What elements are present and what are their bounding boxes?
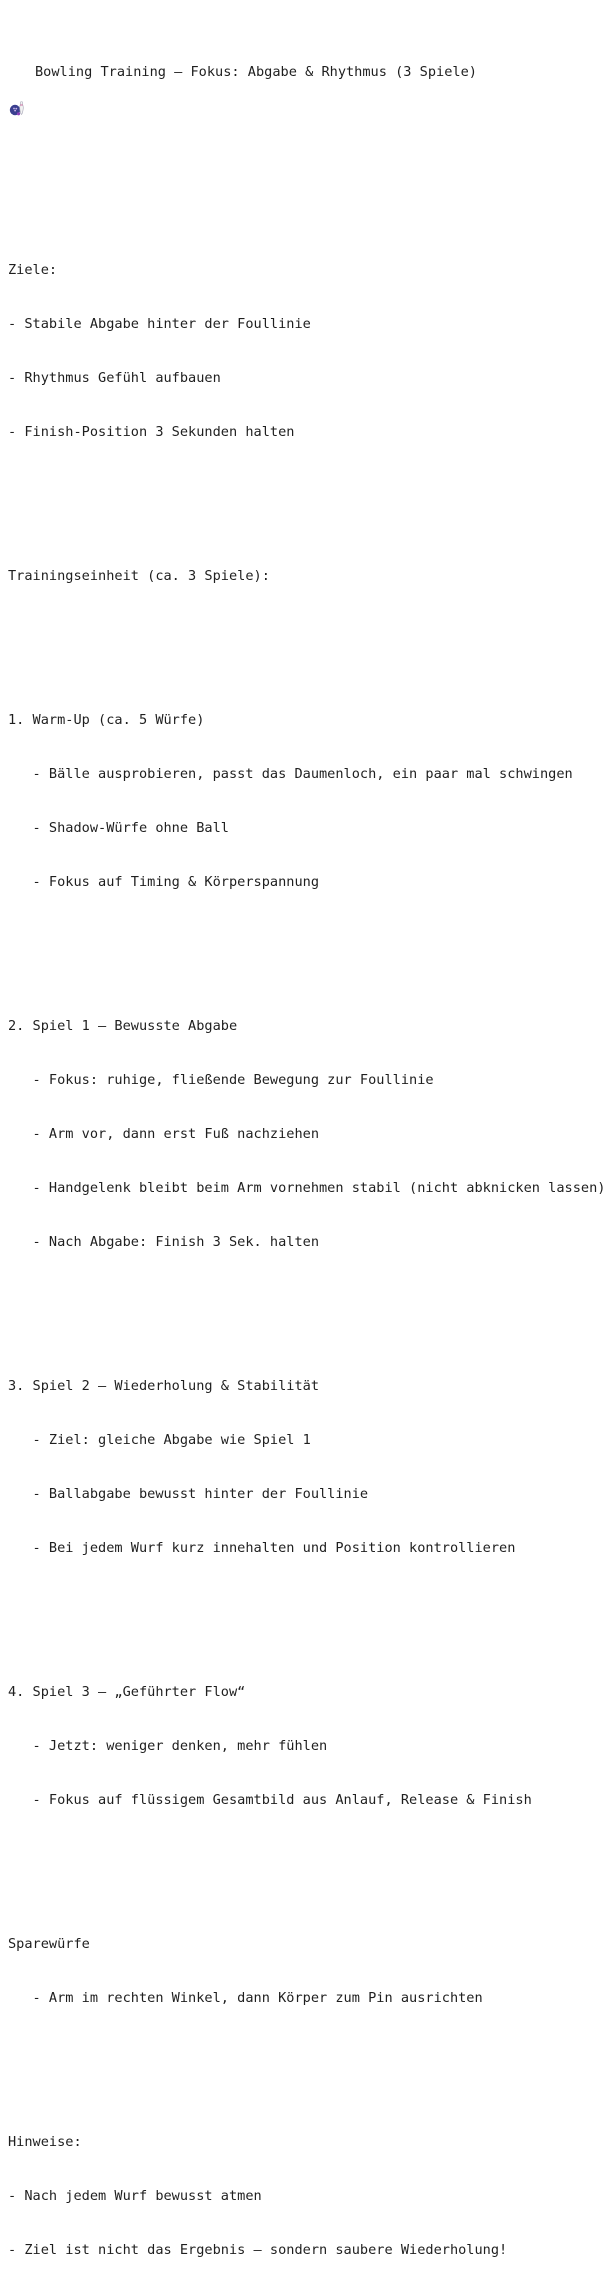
section-item: - Nach Abgabe: Finish 3 Sek. halten xyxy=(8,1234,319,1250)
section-title-warmup: 1. Warm-Up (ca. 5 Würfe) xyxy=(8,712,205,728)
blank-line xyxy=(8,1611,606,1629)
section-item: - Ziel: gleiche Abgabe wie Spiel 1 xyxy=(8,1432,311,1448)
goals-heading: Ziele: xyxy=(8,262,58,278)
notes-item: - Nach jedem Wurf bewusst atmen xyxy=(8,2188,262,2204)
spares-item: - Arm im rechten Winkel, dann Körper zum Pin ausrichten xyxy=(8,1990,483,2006)
section-item: - Fokus: ruhige, fließende Bewegung zur Foullinie xyxy=(8,1072,434,1088)
blank-line xyxy=(8,639,606,657)
blank-line xyxy=(8,945,606,963)
title-row xyxy=(8,63,606,81)
goal-item: - Stabile Abgabe hinter der Foullinie xyxy=(8,316,311,332)
section-item: - Jetzt: weniger denken, mehr fühlen xyxy=(8,1738,328,1754)
spares-heading: Sparewürfe xyxy=(8,1936,90,1952)
section-item: - Fokus auf flüssigem Gesamtbild aus Anlauf, Release & Finish xyxy=(8,1792,532,1808)
section-item: - Bälle ausprobieren, passt das Daumenloch, ein paar mal schwingen xyxy=(8,766,573,782)
blank-line xyxy=(8,135,606,153)
page-title: Bowling Training – Fokus: Abgabe & Rhythmus (3 Spiele) xyxy=(35,64,477,80)
section-item: - Shadow-Würfe ohne Ball xyxy=(8,820,229,836)
blank-line xyxy=(8,2061,606,2079)
section-item: - Arm vor, dann erst Fuß nachziehen xyxy=(8,1126,319,1142)
section-title-game-1: 2. Spiel 1 – Bewusste Abgabe xyxy=(8,1018,238,1034)
section-item: - Fokus auf Timing & Körperspannung xyxy=(8,874,319,890)
section-title-game-3: 4. Spiel 3 – „Geführter Flow“ xyxy=(8,1684,246,1700)
document xyxy=(8,9,606,2295)
section-item: - Bei jedem Wurf kurz innehalten und Position kontrollieren xyxy=(8,1540,516,1556)
session-heading: Trainingseinheit (ca. 3 Spiele): xyxy=(8,568,270,584)
notes-item: - Ziel ist nicht das Ergebnis – sondern saubere Wiederholung! xyxy=(8,2242,508,2258)
notes-heading: Hinweise: xyxy=(8,2134,82,2150)
section-item: - Handgelenk bleibt beim Arm vornehmen stabil (nicht abknicken lassen) xyxy=(8,1180,606,1196)
blank-line xyxy=(8,1863,606,1881)
blank-line xyxy=(8,189,606,207)
blank-line xyxy=(8,1305,606,1323)
section-title-game-2: 3. Spiel 2 – Wiederholung & Stabilität xyxy=(8,1378,319,1394)
goal-item: - Rhythmus Gefühl aufbauen xyxy=(8,370,221,386)
bowling-icon xyxy=(8,63,26,81)
section-item: - Ballabgabe bewusst hinter der Foullinie xyxy=(8,1486,369,1502)
goal-item: - Finish-Position 3 Sekunden halten xyxy=(8,424,295,440)
blank-line xyxy=(8,495,606,513)
